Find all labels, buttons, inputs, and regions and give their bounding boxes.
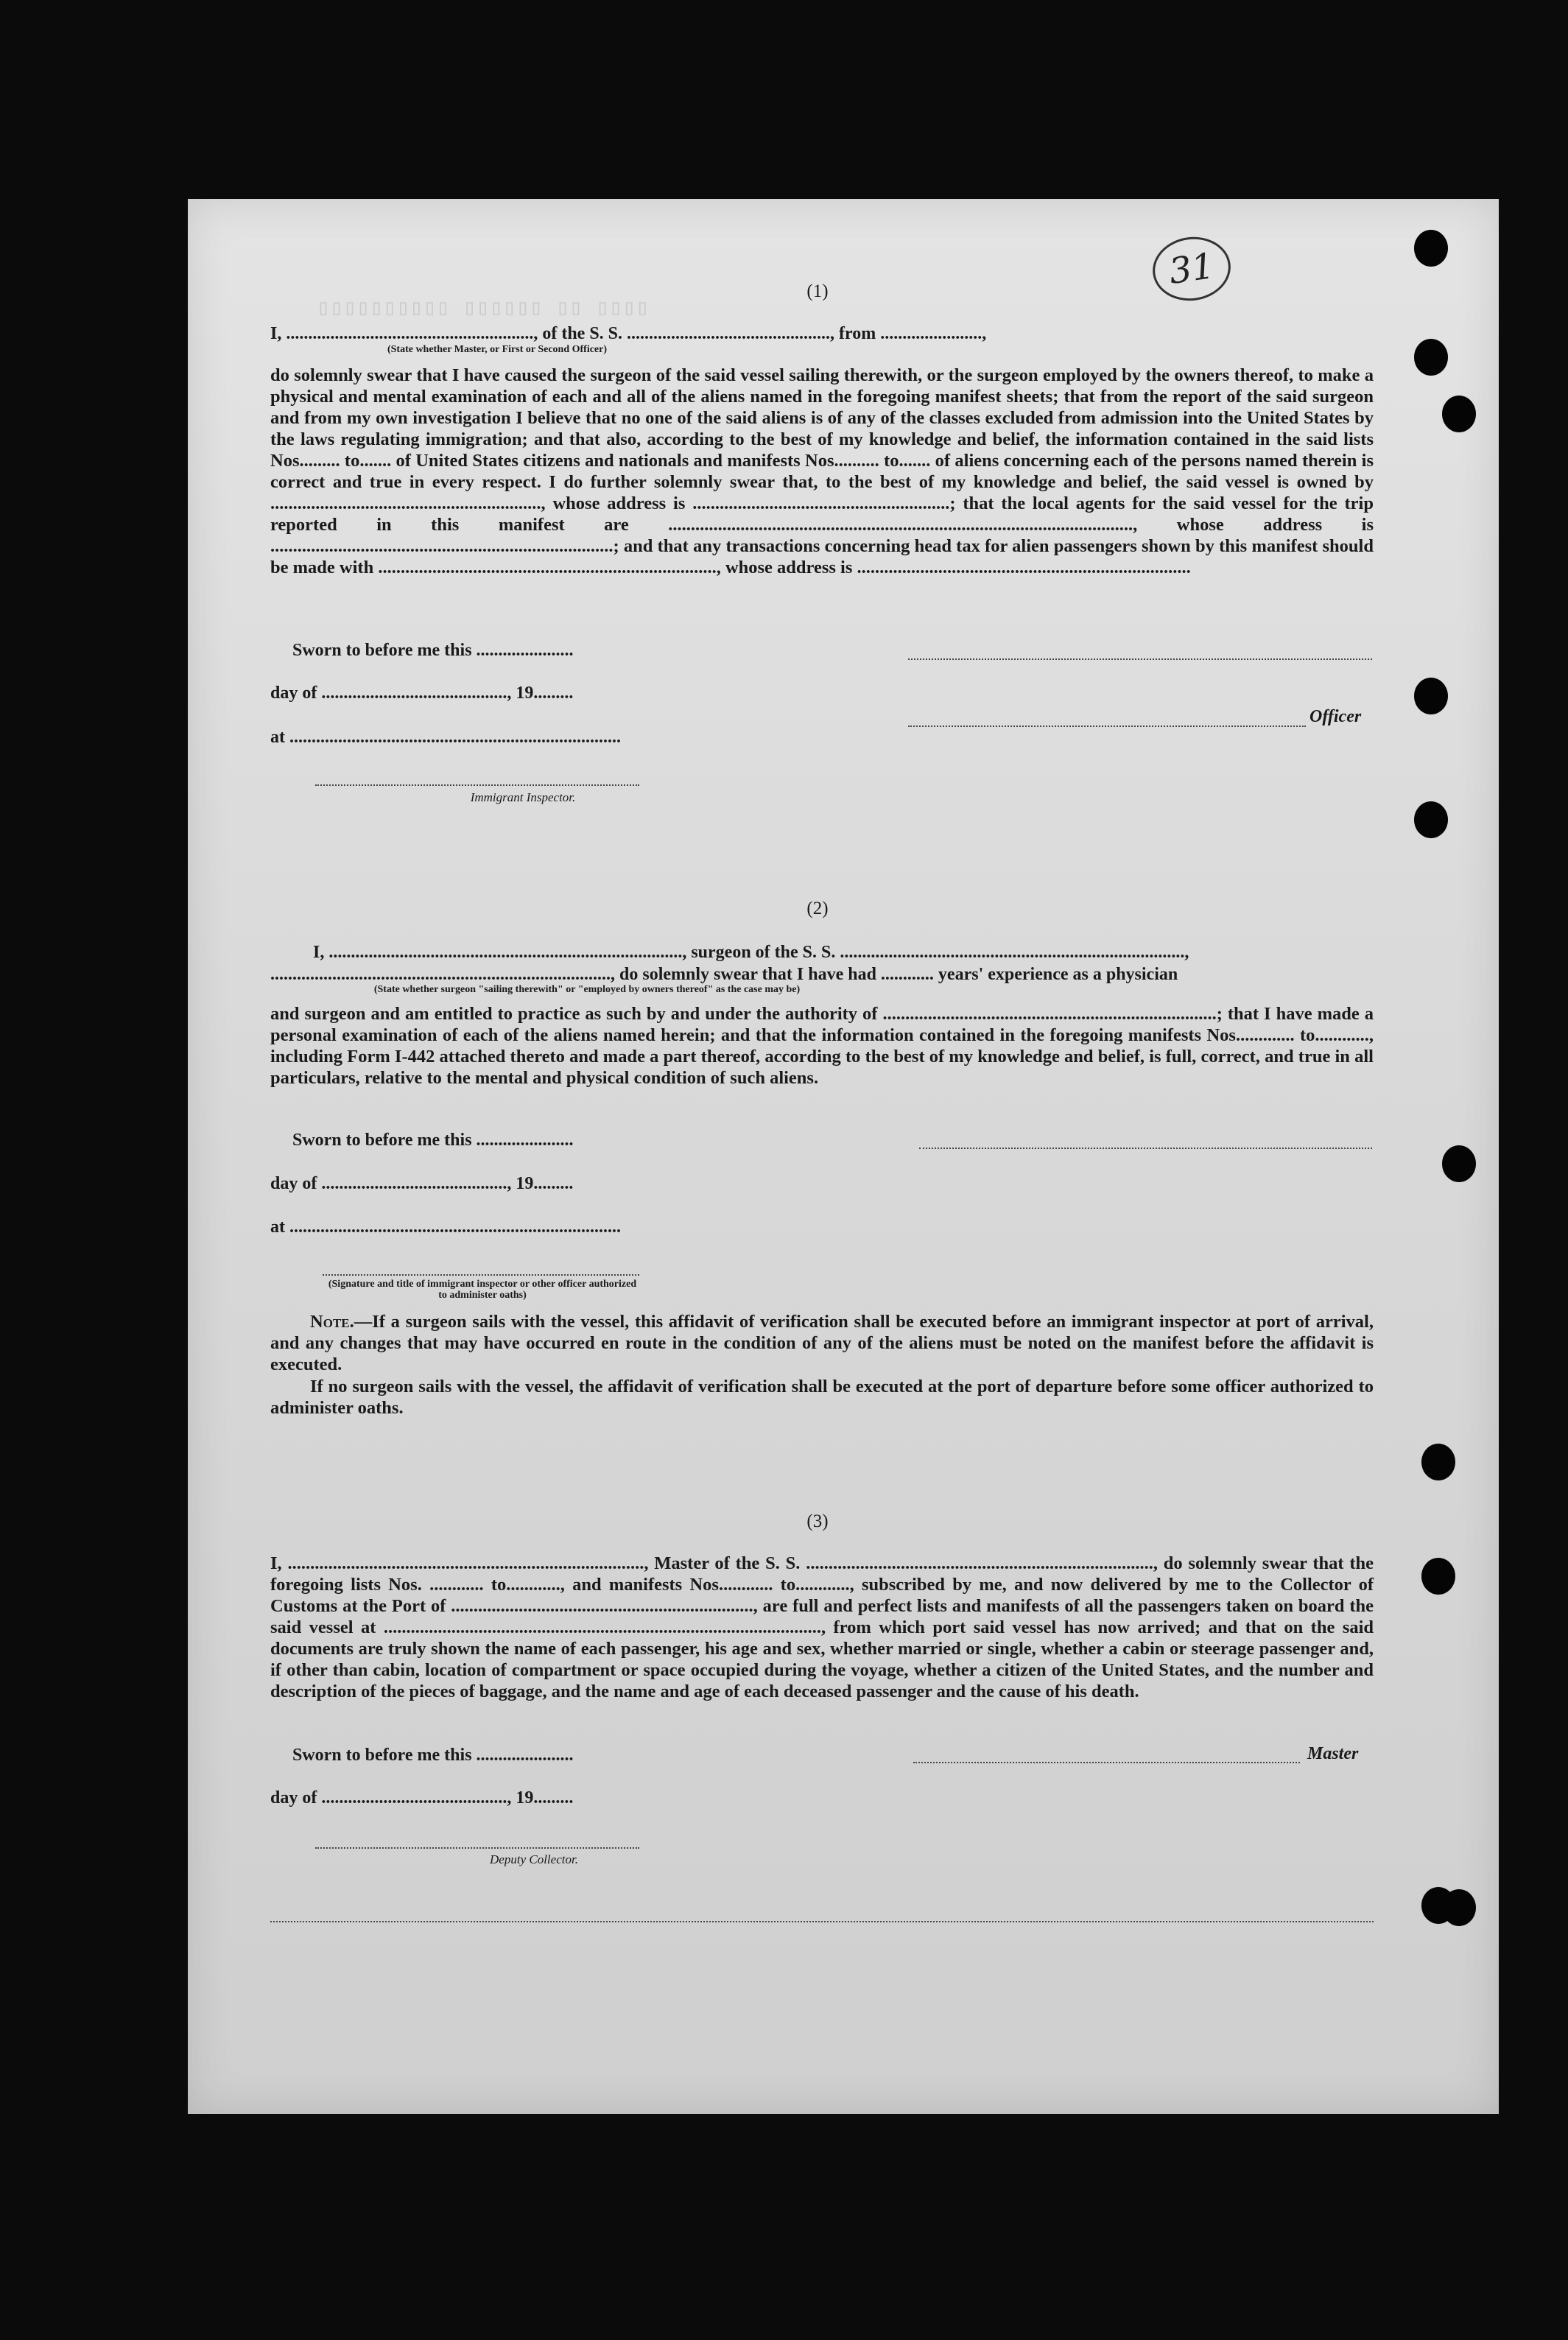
s2-note-text: —If a surgeon sails with the vessel, this affidavit of verification shall be executed before an immigrant inspector at port of arrival, and any changes that may have occurred en route in the condition of any of the aliens must be noted on the manifest before the affidavit is executed. — [270, 1312, 1374, 1374]
s1-oath-body: do solemnly swear that I have caused the surgeon of the said vessel sailing therewith, or the surgeon employed by the owners thereof, to make a physical and mental examination of each and all of the aliens named in the foregoing manifest sheets; that from the report of the said surgeon and from my own investigation I believe that no one of the said aliens is of any of the classes excluded from admission into the United States by the laws regulating immigration; and that also, according to the best of my knowledge and belief, the information contained in the said lists Nos......... to....... of United States citizens and nationals and manifests Nos.......... to....... of aliens concerning each of the persons named therein is correct and true in every respect. I do further solemnly swear that, to the best of my knowledge and belief, the said vessel is owned by ............................................................, whose address is .........................................................; that the local agents for the said vessel for the trip reported in this manifest are ......................................................................................................., whose address is ............................................................................; and that any transactions concerning head tax for alien passengers shown by this manifest should be made with ..........................................................................., whose address is .......................................................................... — [270, 365, 1374, 577]
s3-master-signature-line — [913, 1762, 1300, 1763]
punch-hole — [1421, 1444, 1455, 1480]
s2-inspector-caption: (Signature and title of immigrant inspector or other officer authorized to administer oaths) — [328, 1279, 637, 1301]
punch-hole — [1414, 678, 1448, 714]
punch-hole — [1442, 396, 1476, 432]
s1-officer-caption: (State whether Master, or First or Second Officer) — [387, 344, 608, 355]
s1-inspector-signature-line — [315, 784, 639, 786]
punch-hole — [1414, 801, 1448, 838]
punch-hole — [1421, 1558, 1455, 1595]
s2-oath-line-2: ............................................................................., do solemnly swear that I have had ............ years' experience as a physician — [270, 965, 1178, 984]
punch-hole — [1414, 230, 1448, 267]
s2-oath-body: and surgeon and am entitled to practice as such by and under the authority of ..........................................................................; that I have made a personal examination of each of the aliens named herein; and that the information contained in the foregoing manifests Nos............. to............, including Form I-442 attached thereto and made a part thereof, according to the best of my knowledge and belief, is full, correct, and true in all particulars, relative to the mental and physical condition of such aliens. — [270, 1004, 1374, 1088]
s2-note — [270, 1311, 1374, 1375]
s3-sworn-line: Sworn to before me this ...................... — [292, 1746, 574, 1765]
s2-note-2: If no surgeon sails with the vessel, the affidavit of verification shall be executed at the port of departure before some officer authorized to administer oaths. — [270, 1377, 1374, 1418]
s2-at-line: at ........................................................................... — [270, 1218, 621, 1237]
punch-hole — [1442, 1145, 1476, 1182]
bleed-through-text: ▯▯▯▯ ▯▯ ▯▯▯▯▯▯ ▯▯▯▯▯▯▯▯▯▯ — [317, 297, 650, 322]
section-1-number: (1) — [806, 281, 829, 301]
s1-inspector-caption: Immigrant Inspector. — [470, 790, 576, 804]
punch-hole — [1442, 1889, 1476, 1926]
s1-at-line: at ........................................................................... — [270, 728, 621, 747]
s1-sworn-line: Sworn to before me this ...................... — [292, 641, 574, 660]
s2-inspector-signature-line — [323, 1274, 639, 1276]
s2-note-label: Note. — [310, 1312, 354, 1332]
s1-officer-signature-line — [908, 725, 1306, 727]
s3-master-title: Master — [1307, 1744, 1359, 1763]
s3-day-line: day of .........................................., 19......... — [270, 1788, 574, 1807]
s1-officer-title: Officer — [1309, 707, 1362, 726]
s1-day-line: day of .........................................., 19......... — [270, 684, 574, 703]
section-2-number: (2) — [806, 899, 829, 918]
s3-collector-caption: Deputy Collector. — [490, 1852, 578, 1866]
s2-oath-line-1: I, ................................................................................, surgeon of the S. S. .............................................................................., — [313, 943, 1189, 962]
s2-day-line: day of .........................................., 19......... — [270, 1174, 574, 1193]
s2-surgeon-signature-line — [919, 1148, 1372, 1149]
s2-surgeon-caption: (State whether surgeon "sailing therewith" or "employed by owners thereof" as the case may be) — [373, 984, 801, 995]
bottom-rule — [270, 1921, 1374, 1922]
s3-oath-body: I, ..............................................................................., Master of the S. S. ............................................................................., do solemnly swear that the foregoing lists Nos. ............ to............, and manifests Nos............ to............, subscribed by me, and now delivered by me to the Collector of Customs at the Port of ..................................................................., are full and perfect lists and manifests of all the passengers taken on board the said vessel at ................................................................................................., from which port said vessel has now arrived; and that on the said documents are truly shown the name of each passenger, his age and sex, whether married or single, whether a cabin or steerage passenger and, if other than cabin, location of compartment or space occupied during the voyage, whether a citizen of the United States, and the number and description of the pieces of baggage, and the name and age of each deceased passenger and the cause of his death. — [270, 1553, 1374, 1701]
s1-officer-signature-top-line — [908, 658, 1372, 660]
s3-collector-signature-line — [315, 1847, 639, 1849]
s1-oath-line: I, ........................................................, of the S. S. .............................................., from ......................., — [270, 324, 987, 343]
s2-sworn-line: Sworn to before me this ...................... — [292, 1131, 574, 1150]
punch-hole — [1414, 339, 1448, 376]
section-3-number: (3) — [806, 1511, 829, 1531]
handwritten-page-number: 31 — [1149, 232, 1235, 306]
